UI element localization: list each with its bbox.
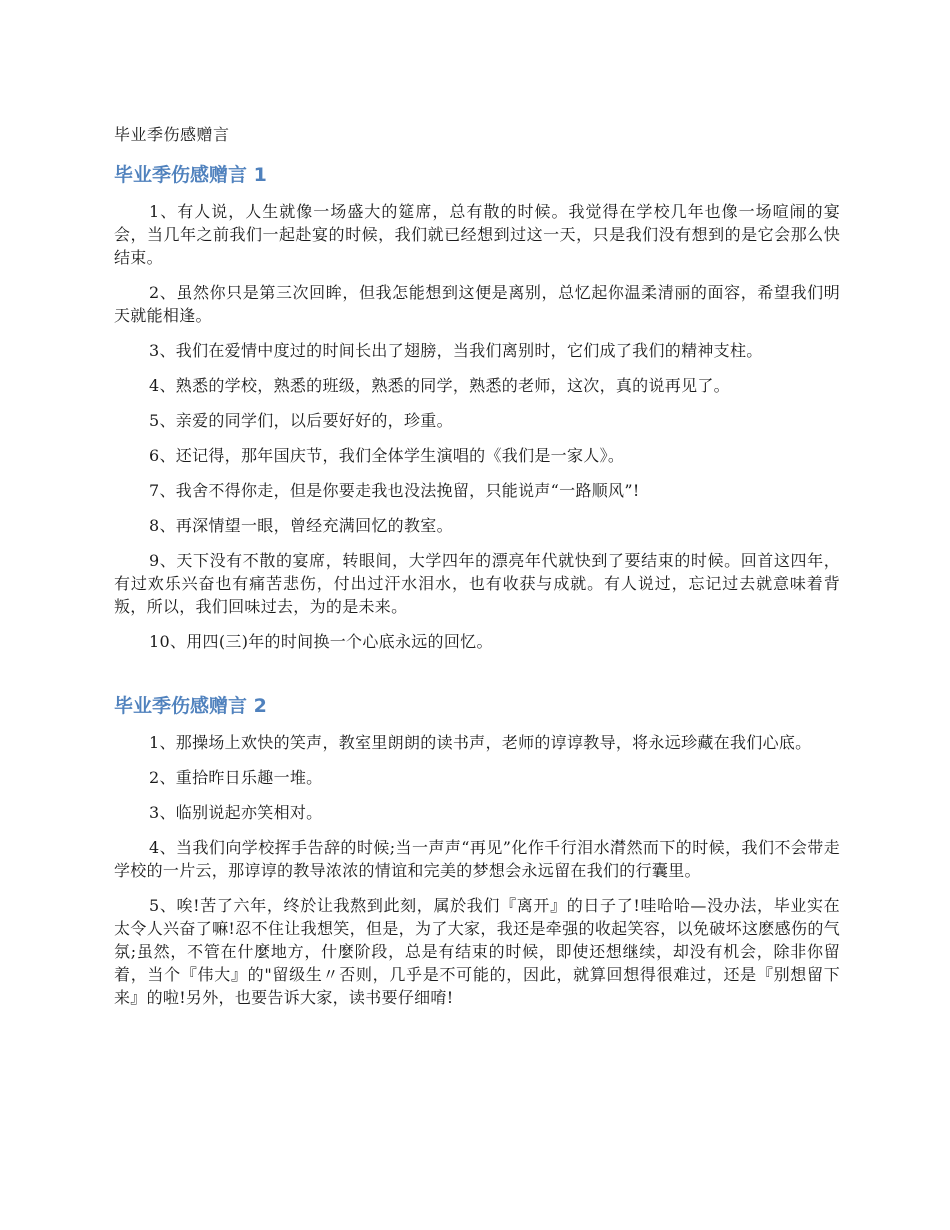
paragraph: 7、我舍不得你走，但是你要走我也没法挽留，只能说声“一路顺风”! <box>149 481 640 500</box>
paragraph: 1、有人说，人生就像一场盛大的筵席，总有散的时候。我觉得在学校几年也像一场喧闹的宴会，当几年之前我们一起赴宴的时候，我们就已经想到过这一天，只是我们没有想到的是它会那么快结束。 <box>114 202 840 267</box>
paragraph: 4、熟悉的学校，熟悉的班级，熟悉的同学，熟悉的老师，这次，真的说再见了。 <box>149 376 730 395</box>
paragraph: 2、重拾昨日乐趣一堆。 <box>149 768 323 787</box>
section-2 <box>114 693 840 1021</box>
paragraph: 1、那操场上欢快的笑声，教室里朗朗的读书声，老师的谆谆教导，将永远珍藏在我们心底。 <box>149 733 812 752</box>
paragraph: 9、天下没有不散的宴席，转眼间，大学四年的漂亮年代就快到了要结束的时候。回首这四年，有过欢乐兴奋也有痛苦悲伤，付出过汗水泪水，也有收获与成就。有人说过，忘记过去就意味着背叛，所以，我们回味过去，为的是未来。 <box>114 551 840 616</box>
paragraph: 3、临别说起亦笑相对。 <box>149 803 323 822</box>
paragraph: 8、再深情望一眼，曾经充满回忆的教室。 <box>149 516 453 535</box>
section-heading: 毕业季伤感赠言 1 <box>114 164 267 186</box>
paragraph: 5、唉!苦了六年，终於让我熬到此刻，属於我们『离开』的日子了!哇哈哈—没办法，毕业实在太令人兴奋了嘛!忍不住让我想笑，但是，为了大家，我还是牵强的收起笑容，以免破坏这麽感伤的气氛;虽然，不管在什麼地方，什麼阶段，总是有结束的时候，即使还想继续，却没有机会，除非你留着，当个『伟大』的"留级生〃否则，几乎是不可能的，因此，就算回想得很难过，还是『别想留下来』的啦!另外，也要告诉大家，读书要仔细唷! <box>114 896 840 1007</box>
paragraph: 5、亲爱的同学们，以后要好好的，珍重。 <box>149 411 453 430</box>
paragraph: 2、虽然你只是第三次回眸，但我怎能想到这便是离别，总忆起你温柔清丽的面容，希望我们明天就能相逢。 <box>114 283 840 325</box>
section-heading: 毕业季伤感赠言 2 <box>114 695 267 717</box>
paragraph: 3、我们在爱情中度过的时间长出了翅膀，当我们离别时，它们成了我们的精神支柱。 <box>149 341 763 360</box>
section-1 <box>114 162 840 665</box>
document-title: 毕业季伤感赠言 <box>114 125 230 144</box>
paragraph: 4、当我们向学校挥手告辞的时候;当一声声“再见”化作千行泪水潸然而下的时候，我们不会带走学校的一片云，那谆谆的教导浓浓的情谊和完美的梦想会永远留在我们的行囊里。 <box>114 838 840 880</box>
paragraph: 10、用四(三)年的时间换一个心底永远的回忆。 <box>149 632 493 651</box>
paragraph: 6、还记得，那年国庆节，我们全体学生演唱的《我们是一家人》。 <box>149 446 625 465</box>
